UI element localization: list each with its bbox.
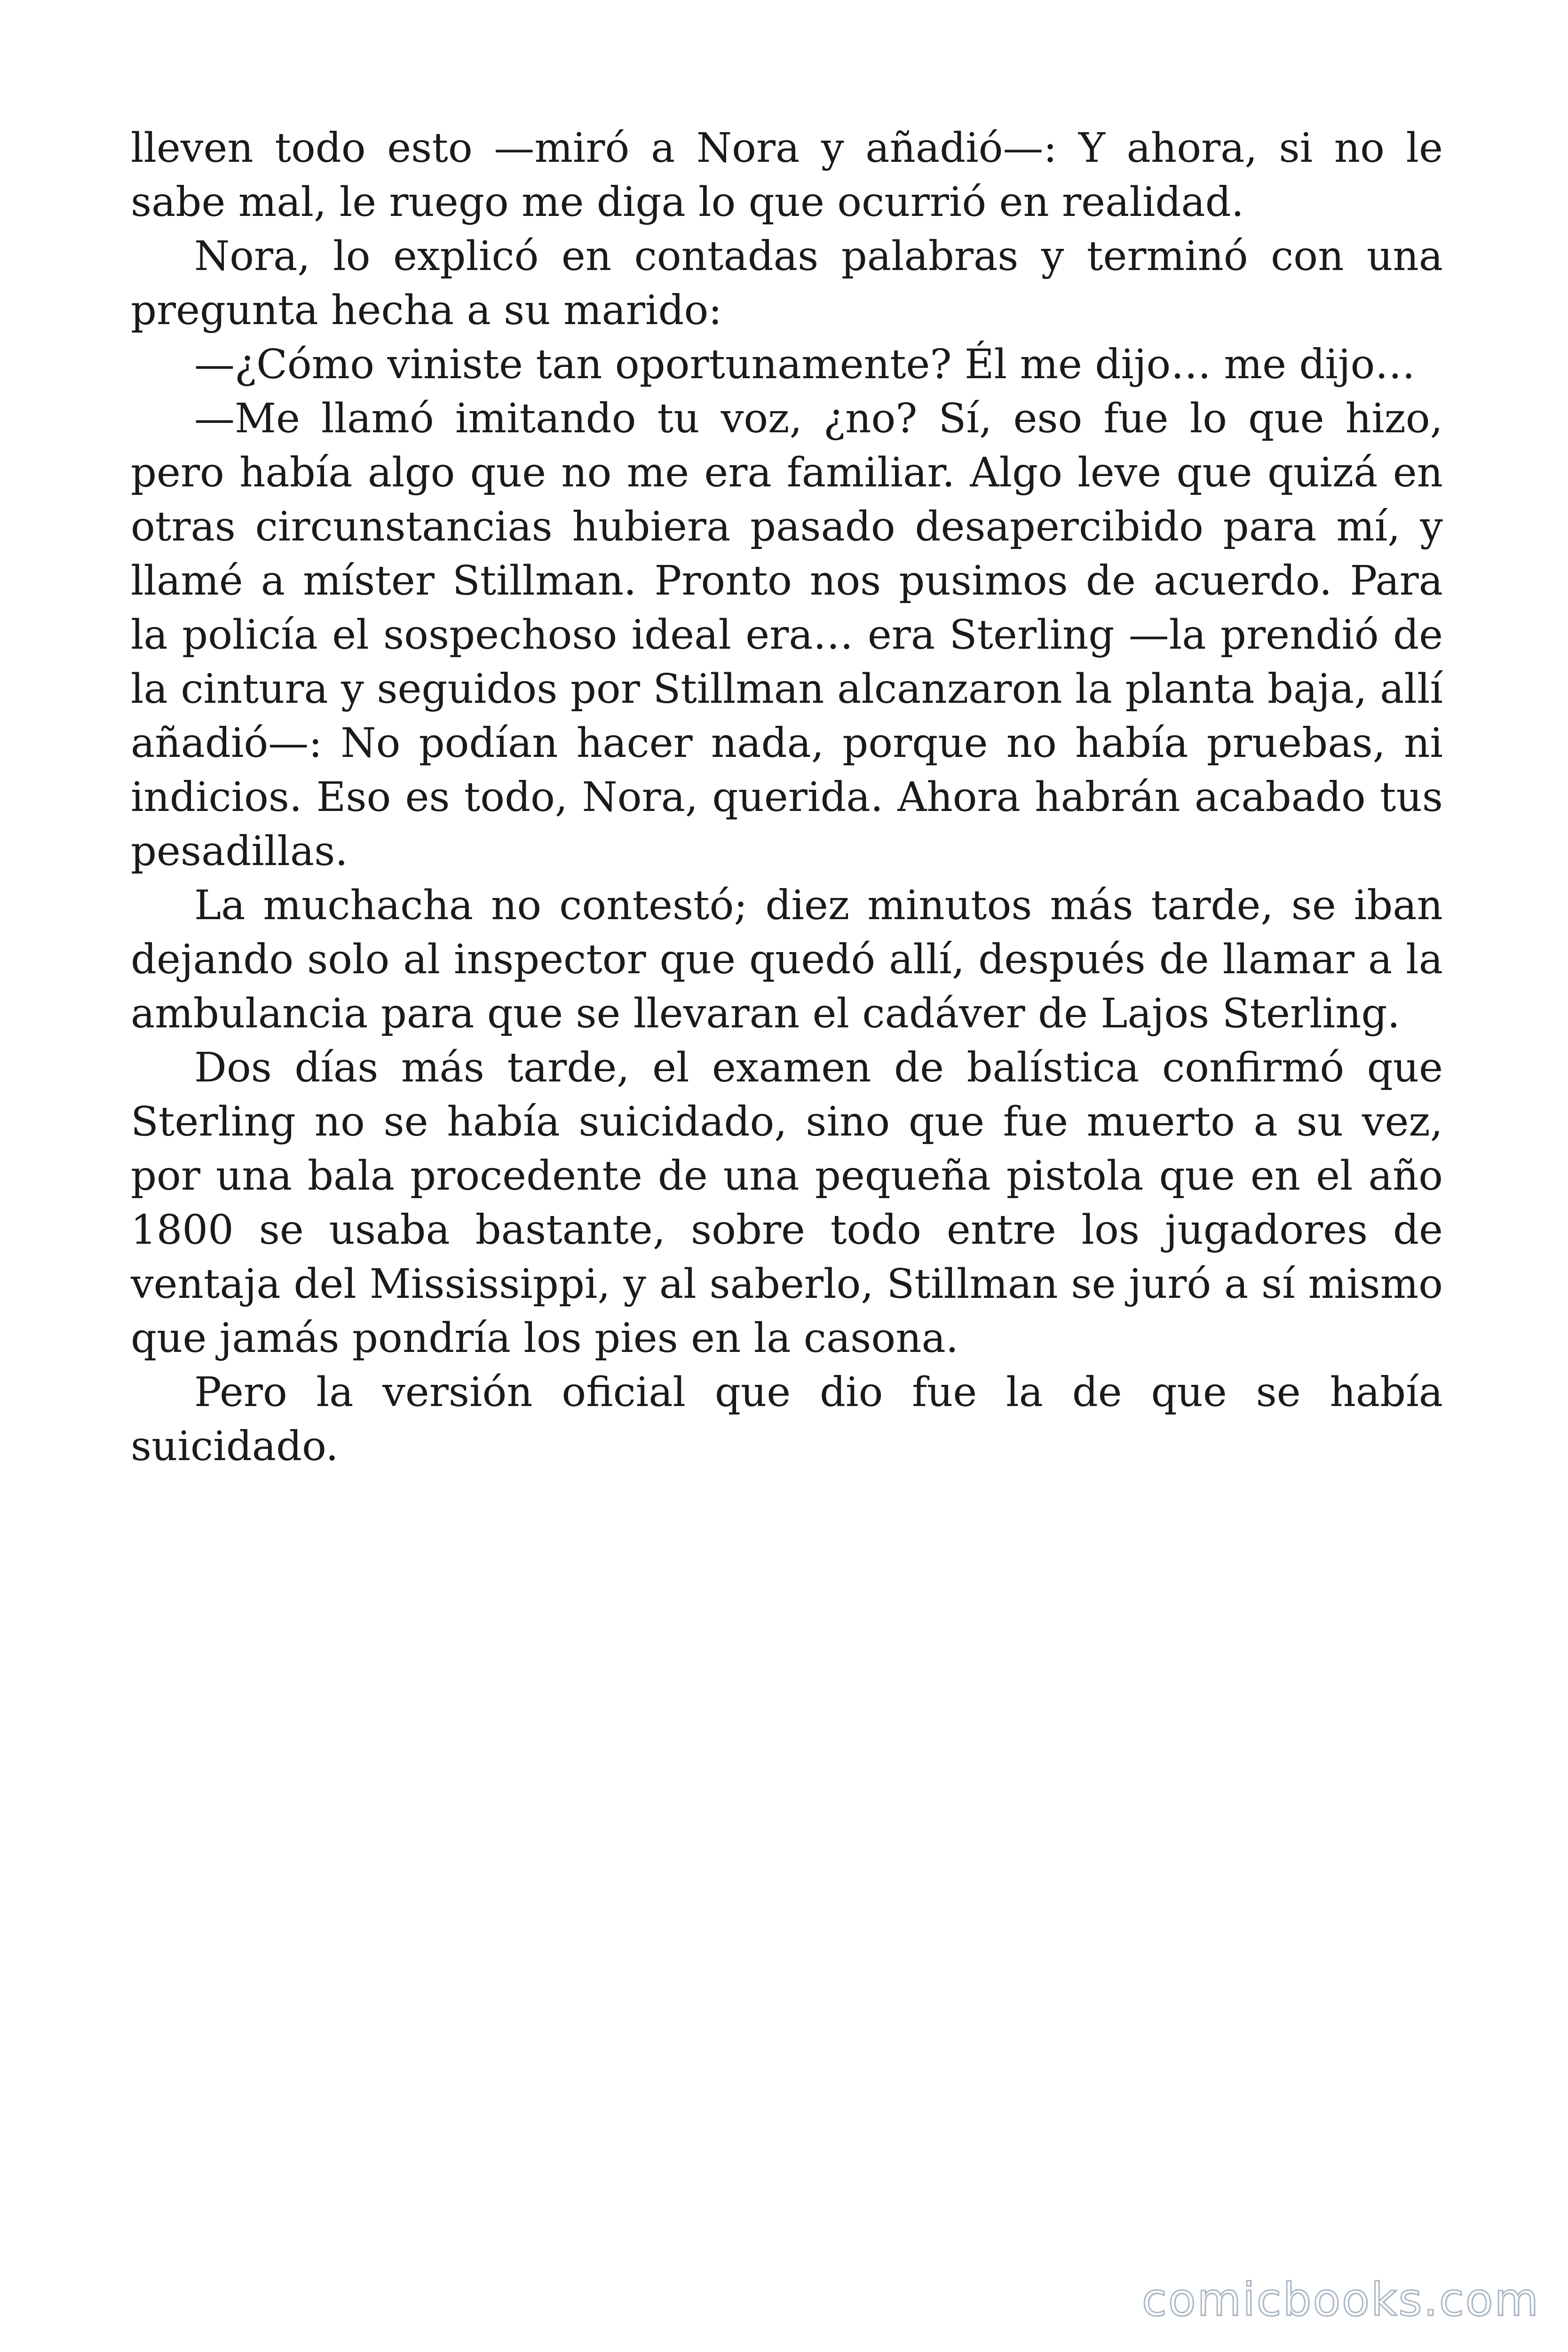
paragraph-5: La muchacha no contestó; diez minutos más tarde, se iban dejando solo al inspector que quedó allí, después de llamar a la ambulancia para que se llevaran el cadáver de Lajos Sterling. xyxy=(131,882,1443,1037)
paragraph-3: —¿Cómo viniste tan oportunamente? Él me dijo… me dijo… xyxy=(194,341,1416,388)
paragraph-6: Dos días más tarde, el examen de balística confirmó que Sterling no se había suicidado, sino que fue muerto a su vez, por una bala procedente de una pequeña pistola que en el año 1800 se usaba bastante, sobre todo entre los jugadores de ventaja del Mississippi, y al saberlo, Stillman se juró a sí mismo que jamás pondría los pies en la casona. xyxy=(131,1044,1443,1362)
paragraph-1: lleven todo esto —miró a Nora y añadió—: Y ahora, si no le sabe mal, le ruego me diga lo que ocurrió en realidad. xyxy=(131,125,1443,226)
paragraph-7: Pero la versión oficial que dio fue la de que se había suicidado. xyxy=(131,1369,1443,1470)
watermark: comicbooks.com xyxy=(1141,2273,1540,2326)
paragraph-4: —Me llamó imitando tu voz, ¿no? Sí, eso fue lo que hizo, pero había algo que no me era familiar. Algo leve que quizá en otras circunstancias hubiera pasado desapercibido para mí, y llamé a míster Stillman. Pronto nos pusimos de acuerdo. Para la policía el sospechoso ideal era… era Sterling —la prendió de la cintura y seguidos por Stillman alcanzaron la planta baja, allí añadió—: No podían hacer nada, porque no había pruebas, ni indicios. Eso es todo, Nora, querida. Ahora habrán acabado tus pesadillas. xyxy=(131,395,1443,875)
paragraph-2: Nora, lo explicó en contadas palabras y terminó con una pregunta hecha a su marido: xyxy=(131,233,1443,334)
body-text xyxy=(131,121,1443,1474)
